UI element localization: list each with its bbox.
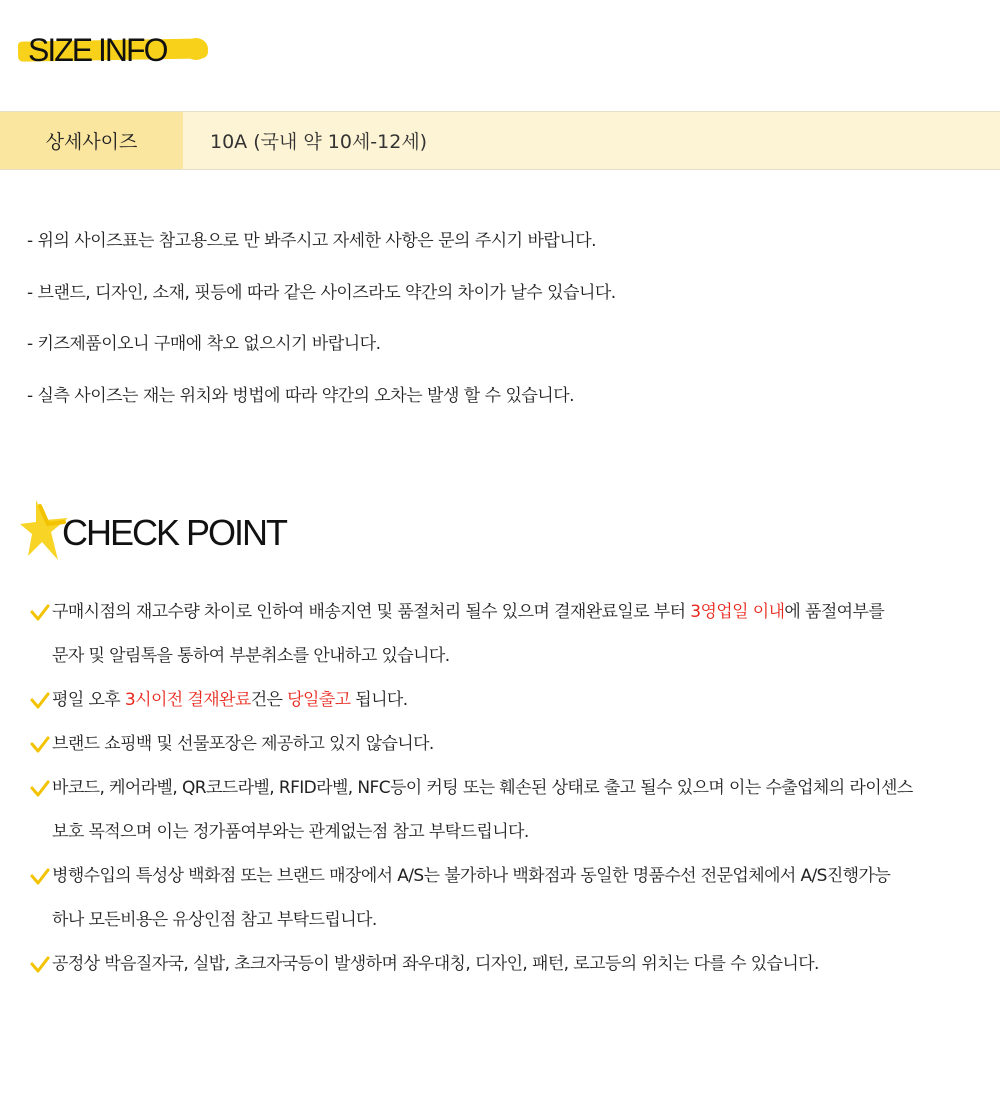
- checkmark-icon: [30, 736, 50, 754]
- size-info-title: SIZE INFO: [28, 32, 167, 68]
- checkmark-icon: [30, 868, 50, 886]
- check-point-item: 평일 오후 3시이전 결재완료건은 당일출고 됩니다.: [30, 678, 990, 722]
- size-notes: [27, 226, 616, 432]
- size-label: 상세사이즈: [0, 112, 183, 169]
- continuation-line: 보호 목적으며 이는 정가품여부와는 관계없는점 참고 부탁드립니다.: [52, 822, 529, 842]
- note-item: - 브랜드, 디자인, 소재, 핏등에 따라 같은 사이즈라도 약간의 차이가 날수 있습니다.: [27, 282, 616, 303]
- checkmark-icon: [30, 780, 50, 798]
- size-value: 10A (국내 약 10세-12세): [210, 131, 428, 153]
- check-point-list: [30, 590, 990, 986]
- continuation-line: 하나 모든비용은 유상인점 참고 부탁드립니다.: [52, 910, 377, 930]
- note-item: - 키즈제품이오니 구매에 착오 없으시기 바랍니다.: [27, 334, 381, 354]
- check-point-item: 바코드, 케어라벨, QR코드라벨, RFID라벨, NFC등이 커팅 또는 훼손된 상태로 출고 될수 있으며 이는 수출업체의 라이센스 보호 목적으며 이는 정가품여부와는 관계없는점 참고 부탁드립니다.: [30, 766, 990, 854]
- highlight-text: 3영업일 이내: [690, 602, 785, 622]
- note-item: - 위의 사이즈표는 참고용으로 만 봐주시고 자세한 사항은 문의 주시기 바랍니다.: [27, 231, 597, 251]
- checkmark-icon: [30, 692, 50, 710]
- highlight-text: 3시이전 결재완료: [124, 690, 251, 710]
- checkmark-icon: [30, 604, 50, 622]
- check-point-heading: [18, 498, 298, 568]
- check-point-item: 구매시점의 재고수량 차이로 인하여 배송지연 및 품절처리 될수 있으며 결재완료일로 부터 3영업일 이내에 품절여부를 문자 및 알림톡을 통하여 부분취소를 안내하고 있습니다.: [30, 590, 990, 678]
- continuation-line: 문자 및 알림톡을 통하여 부분취소를 안내하고 있습니다.: [52, 646, 450, 666]
- size-info-heading: [14, 28, 214, 76]
- note-item: - 실측 사이즈는 재는 위치와 벙법에 따라 약간의 오차는 발생 할 수 있습니다.: [27, 385, 575, 406]
- checkmark-icon: [30, 956, 50, 974]
- highlight-text: 당일출고: [287, 690, 351, 710]
- check-point-item: 병행수입의 특성상 백화점 또는 브랜드 매장에서 A/S는 불가하나 백화점과 동일한 명품수선 전문업체에서 A/S진행가능 하나 모든비용은 유상인점 참고 부탁드립니다.: [30, 854, 990, 942]
- check-point-title: CHECK POINT: [62, 512, 287, 553]
- check-point-item: 공정상 박음질자국, 실밥, 초크자국등이 발생하며 좌우대칭, 디자인, 패턴, 로고등의 위치는 다를 수 있습니다.: [30, 942, 990, 986]
- check-point-item: 브랜드 쇼핑백 및 선물포장은 제공하고 있지 않습니다.: [30, 722, 990, 766]
- highlight-marker-dot: [184, 38, 208, 60]
- size-table: [0, 111, 1000, 170]
